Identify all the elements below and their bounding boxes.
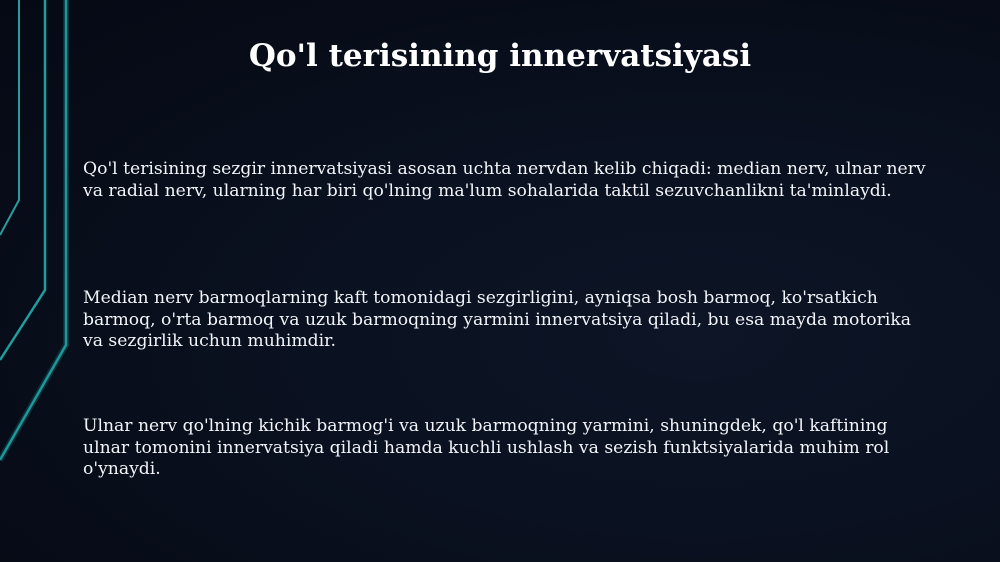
paragraph-median-nerve: Median nerv barmoqlarning kaft tomonidagi sezgirligini, ayniqsa bosh barmoq, ko'rsatkich barmoq, o'rta barmoq va uzuk barmoqning yarmini innervatsiya qiladi, bu esa mayda motorika va sezgirlik uchun muhimdir. [83, 288, 912, 351]
paragraph-ulnar-nerve: Ulnar nerv qo'lning kichik barmog'i va uzuk barmoqning yarmini, shuningdek, qo'l kaftining ulnar tomonini innervatsiya qiladi hamda kuchli ushlash va sezish funktsiyalarida muhim rol o'ynaydi. [83, 416, 890, 479]
paragraph-sensory-innervation: Qo'l terisining sezgir innervatsiyasi asosan uchta nervdan kelib chiqadi: median nerv, ulnar nerv va radial nerv, ularning har biri qo'lning ma'lum sohalarida taktil sezuvchanlikni ta'minlaydi. [83, 159, 926, 201]
slide-title: Qo'l terisining innervatsiyasi [248, 38, 752, 74]
